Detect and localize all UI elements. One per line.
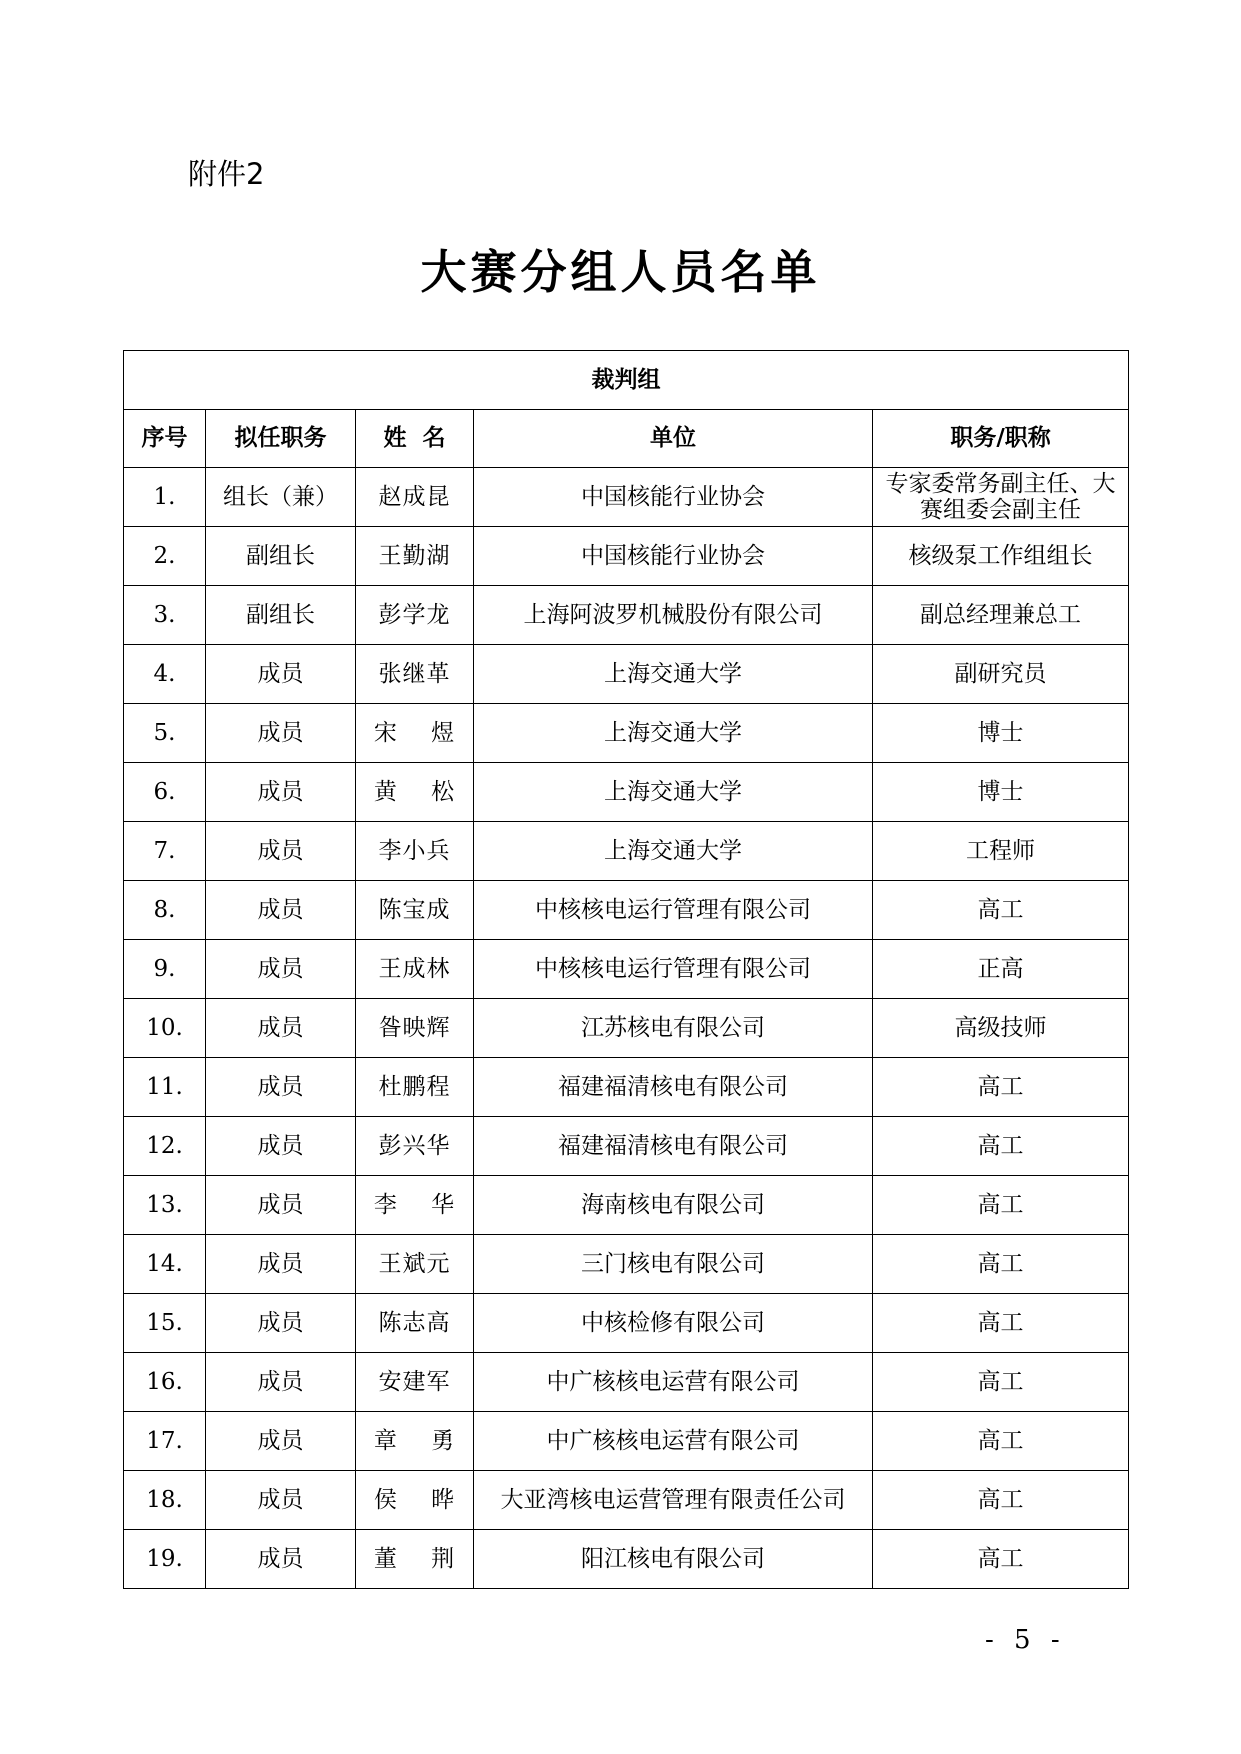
cell-title: 高工 <box>873 1058 1129 1117</box>
cell-name: 侯 晔 <box>356 1471 474 1530</box>
header-role: 拟任职务 <box>206 410 356 468</box>
table-row <box>124 1117 1129 1176</box>
table-row <box>124 822 1129 881</box>
cell-role: 组长（兼） <box>206 468 356 527</box>
cell-role: 成员 <box>206 822 356 881</box>
cell-name: 昝映辉 <box>356 999 474 1058</box>
cell-seq: 18. <box>124 1471 206 1530</box>
cell-title: 副研究员 <box>873 645 1129 704</box>
cell-seq: 11. <box>124 1058 206 1117</box>
group-title-row <box>124 351 1129 410</box>
table-row <box>124 1058 1129 1117</box>
cell-seq: 5. <box>124 704 206 763</box>
cell-title: 高工 <box>873 1176 1129 1235</box>
header-name: 姓 名 <box>356 410 474 468</box>
cell-role: 成员 <box>206 1471 356 1530</box>
cell-seq: 15. <box>124 1294 206 1353</box>
cell-unit: 上海交通大学 <box>474 763 873 822</box>
cell-title: 高工 <box>873 1235 1129 1294</box>
table-row <box>124 704 1129 763</box>
cell-title: 专家委常务副主任、大赛组委会副主任 <box>873 468 1129 527</box>
cell-role: 副组长 <box>206 527 356 586</box>
cell-title: 高工 <box>873 1471 1129 1530</box>
header-row <box>124 410 1129 468</box>
header-unit: 单位 <box>474 410 873 468</box>
cell-role: 成员 <box>206 940 356 999</box>
cell-title: 高工 <box>873 1117 1129 1176</box>
cell-unit: 阳江核电有限公司 <box>474 1530 873 1589</box>
table-row <box>124 586 1129 645</box>
cell-role: 成员 <box>206 1235 356 1294</box>
table-body <box>124 468 1129 1589</box>
cell-name: 王成林 <box>356 940 474 999</box>
header-seq: 序号 <box>124 410 206 468</box>
cell-title: 高工 <box>873 1530 1129 1589</box>
cell-seq: 13. <box>124 1176 206 1235</box>
cell-role: 副组长 <box>206 586 356 645</box>
header-title: 职务/职称 <box>873 410 1129 468</box>
cell-role: 成员 <box>206 1058 356 1117</box>
cell-name: 李 华 <box>356 1176 474 1235</box>
table-row <box>124 881 1129 940</box>
cell-name: 张继革 <box>356 645 474 704</box>
table-row <box>124 763 1129 822</box>
cell-unit: 江苏核电有限公司 <box>474 999 873 1058</box>
table-row <box>124 1353 1129 1412</box>
cell-unit: 大亚湾核电运营管理有限责任公司 <box>474 1471 873 1530</box>
cell-unit: 上海交通大学 <box>474 822 873 881</box>
cell-title: 高工 <box>873 881 1129 940</box>
cell-name: 彭学龙 <box>356 586 474 645</box>
cell-unit: 中广核核电运营有限公司 <box>474 1412 873 1471</box>
document-title: 大赛分组人员名单 <box>420 245 821 299</box>
cell-seq: 8. <box>124 881 206 940</box>
cell-role: 成员 <box>206 1530 356 1589</box>
cell-name: 宋 煜 <box>356 704 474 763</box>
cell-unit: 上海交通大学 <box>474 704 873 763</box>
cell-title: 高工 <box>873 1353 1129 1412</box>
table-row <box>124 1471 1129 1530</box>
cell-seq: 14. <box>124 1235 206 1294</box>
referee-group-table <box>123 350 1129 1589</box>
cell-title: 博士 <box>873 704 1129 763</box>
cell-name: 王勤湖 <box>356 527 474 586</box>
table-row <box>124 999 1129 1058</box>
table-row <box>124 527 1129 586</box>
table-row <box>124 1294 1129 1353</box>
cell-name: 赵成昆 <box>356 468 474 527</box>
cell-title: 高工 <box>873 1294 1129 1353</box>
cell-unit: 福建福清核电有限公司 <box>474 1117 873 1176</box>
cell-seq: 12. <box>124 1117 206 1176</box>
cell-unit: 中国核能行业协会 <box>474 468 873 527</box>
cell-name: 董 荆 <box>356 1530 474 1589</box>
table-row <box>124 645 1129 704</box>
cell-unit: 中国核能行业协会 <box>474 527 873 586</box>
cell-role: 成员 <box>206 704 356 763</box>
cell-title: 正高 <box>873 940 1129 999</box>
cell-unit: 上海交通大学 <box>474 645 873 704</box>
cell-seq: 2. <box>124 527 206 586</box>
cell-role: 成员 <box>206 999 356 1058</box>
cell-seq: 7. <box>124 822 206 881</box>
cell-unit: 上海阿波罗机械股份有限公司 <box>474 586 873 645</box>
cell-unit: 中核核电运行管理有限公司 <box>474 940 873 999</box>
table-row <box>124 1235 1129 1294</box>
cell-title: 高工 <box>873 1412 1129 1471</box>
cell-unit: 中广核核电运营有限公司 <box>474 1353 873 1412</box>
cell-role: 成员 <box>206 1353 356 1412</box>
cell-role: 成员 <box>206 1294 356 1353</box>
cell-name: 黄 松 <box>356 763 474 822</box>
page-number: - 5 - <box>985 1625 1066 1655</box>
cell-unit: 中核核电运行管理有限公司 <box>474 881 873 940</box>
cell-name: 章 勇 <box>356 1412 474 1471</box>
table-row <box>124 1412 1129 1471</box>
cell-seq: 17. <box>124 1412 206 1471</box>
cell-name: 王斌元 <box>356 1235 474 1294</box>
cell-seq: 3. <box>124 586 206 645</box>
cell-title: 工程师 <box>873 822 1129 881</box>
cell-role: 成员 <box>206 881 356 940</box>
cell-role: 成员 <box>206 1176 356 1235</box>
cell-role: 成员 <box>206 1117 356 1176</box>
cell-title: 博士 <box>873 763 1129 822</box>
cell-seq: 19. <box>124 1530 206 1589</box>
cell-name: 陈志高 <box>356 1294 474 1353</box>
attachment-label: 附件2 <box>188 157 265 191</box>
cell-unit: 三门核电有限公司 <box>474 1235 873 1294</box>
cell-title: 副总经理兼总工 <box>873 586 1129 645</box>
cell-name: 安建军 <box>356 1353 474 1412</box>
cell-name: 杜鹏程 <box>356 1058 474 1117</box>
cell-unit: 海南核电有限公司 <box>474 1176 873 1235</box>
table-row <box>124 940 1129 999</box>
cell-unit: 中核检修有限公司 <box>474 1294 873 1353</box>
cell-role: 成员 <box>206 763 356 822</box>
cell-seq: 1. <box>124 468 206 527</box>
group-title: 裁判组 <box>124 351 1129 410</box>
cell-name: 陈宝成 <box>356 881 474 940</box>
cell-seq: 16. <box>124 1353 206 1412</box>
cell-unit: 福建福清核电有限公司 <box>474 1058 873 1117</box>
cell-title: 高级技师 <box>873 999 1129 1058</box>
table-row <box>124 468 1129 527</box>
cell-seq: 10. <box>124 999 206 1058</box>
cell-name: 彭兴华 <box>356 1117 474 1176</box>
cell-role: 成员 <box>206 645 356 704</box>
cell-role: 成员 <box>206 1412 356 1471</box>
cell-seq: 4. <box>124 645 206 704</box>
table-row <box>124 1176 1129 1235</box>
cell-seq: 9. <box>124 940 206 999</box>
cell-seq: 6. <box>124 763 206 822</box>
cell-name: 李小兵 <box>356 822 474 881</box>
cell-title: 核级泵工作组组长 <box>873 527 1129 586</box>
table-row <box>124 1530 1129 1589</box>
